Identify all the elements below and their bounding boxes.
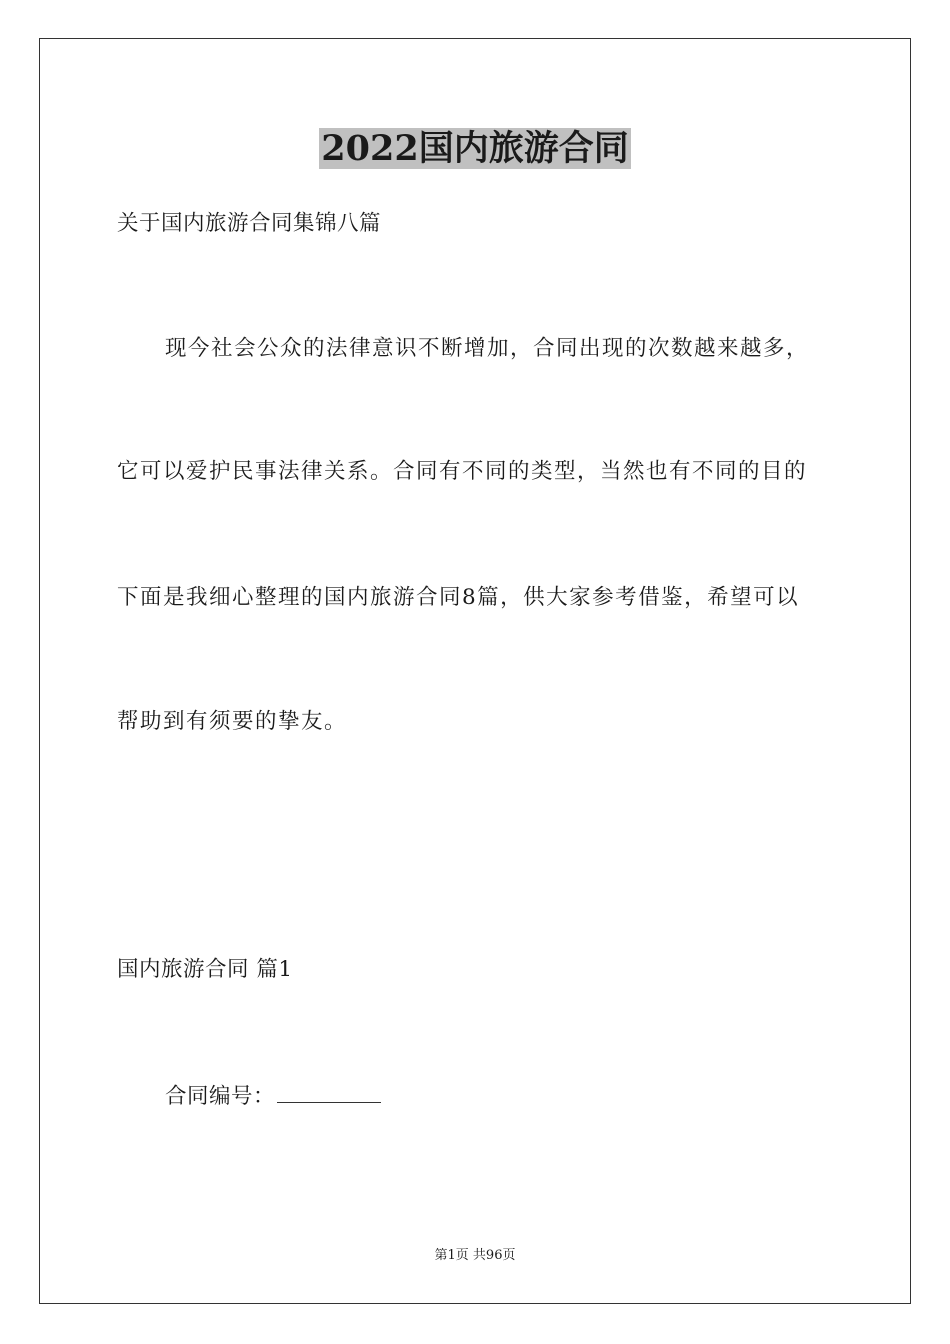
page-footer: 第1页 共96页 <box>434 1248 516 1263</box>
contract-number-label: 合同编号： <box>165 1084 276 1109</box>
document-title <box>0 128 950 170</box>
document-subtitle: 关于国内旅游合同集锦八篇 <box>117 211 382 236</box>
section-heading: 国内旅游合同 篇1 <box>117 957 293 982</box>
contract-number-row <box>165 1080 381 1112</box>
intro-line-3: 下面是我细心整理的国内旅游合同8篇，供大家参考借鉴，希望可以 <box>117 585 800 610</box>
contract-number-blank <box>277 1080 381 1103</box>
intro-line-4: 帮助到有须要的挚友。 <box>117 709 348 734</box>
document-title-text: 2022国内旅游合同 <box>321 128 629 169</box>
intro-line-1: 现今社会公众的法律意识不断增加，合同出现的次数越来越多， <box>165 336 810 361</box>
intro-line-2: 它可以爱护民事法律关系。合同有不同的类型，当然也有不同的目的 <box>117 459 808 484</box>
